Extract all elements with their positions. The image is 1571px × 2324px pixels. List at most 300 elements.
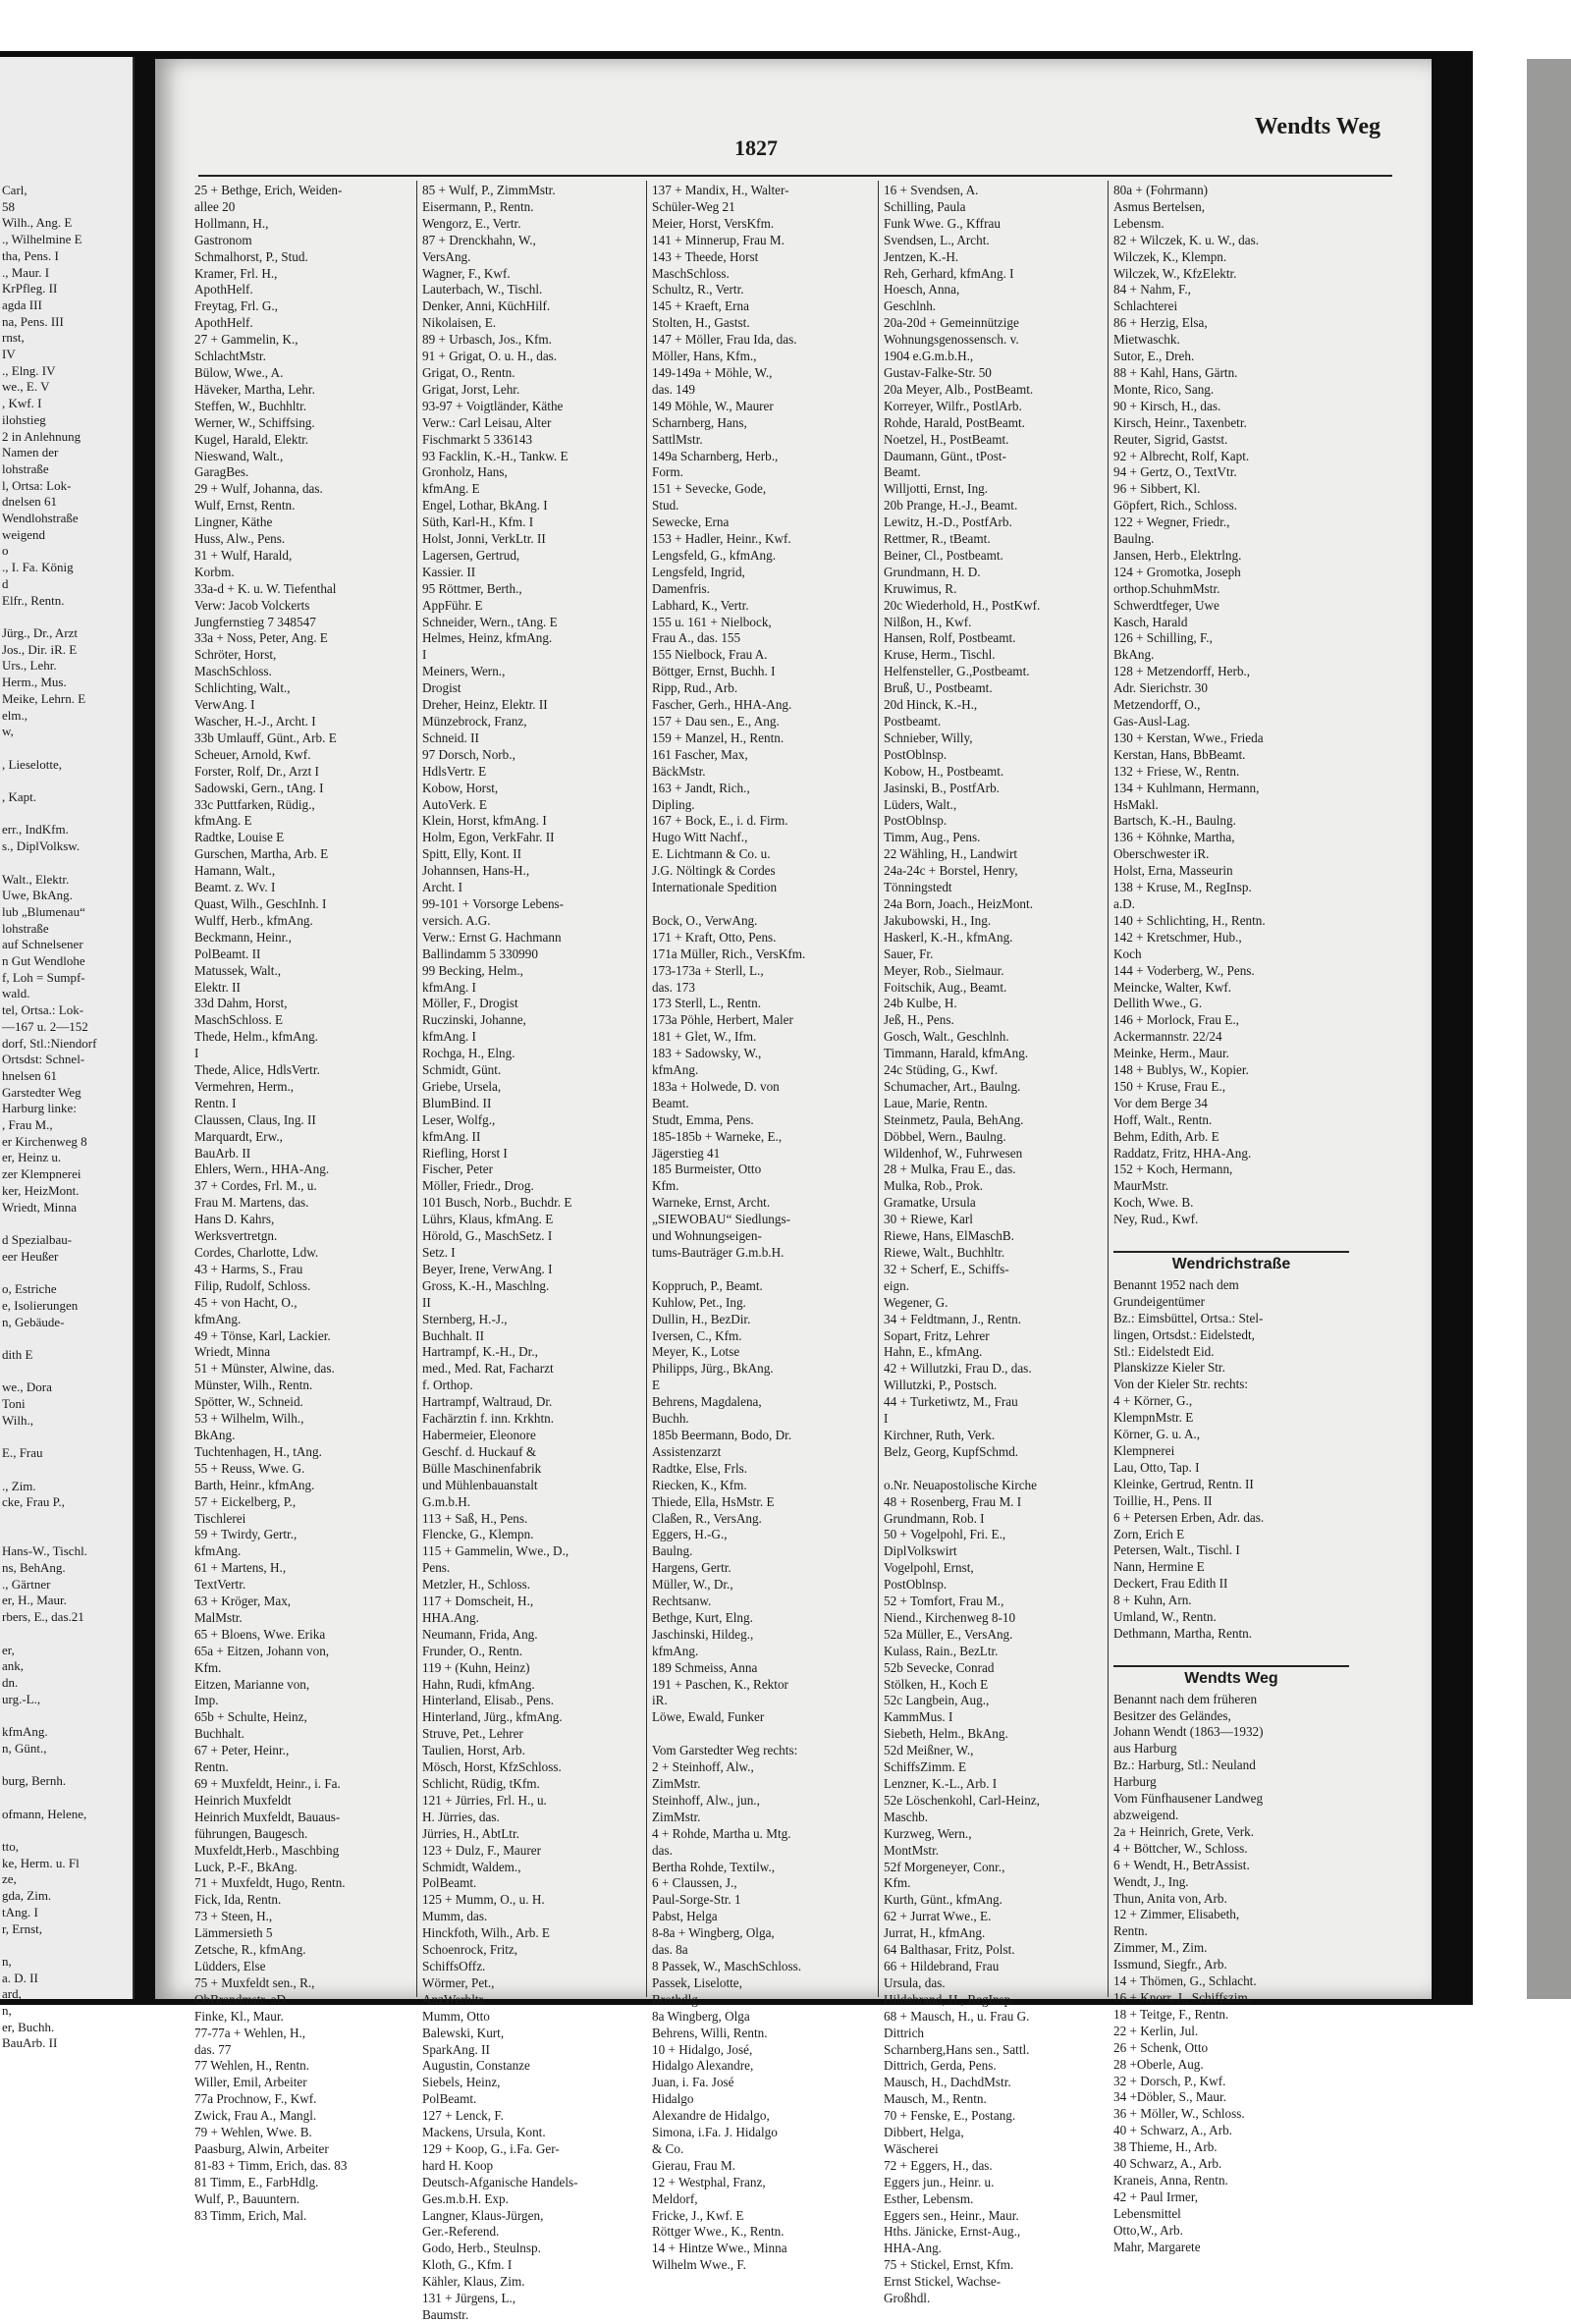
directory-entry-line: 24a-24c + Borstel, Henry, (884, 863, 1018, 879)
directory-entry-line: Koch, Wwe. B. (1113, 1195, 1194, 1211)
directory-entry-line: Grigat, Jorst, Lehr. (422, 381, 520, 397)
left-fragment-line: l, Ortsa: Lok- (2, 477, 72, 493)
directory-entry-line: 117 + Domscheit, H., (422, 1594, 534, 1609)
directory-entry-line: Metzler, H., Schloss. (422, 1577, 531, 1593)
directory-entry-line: PolBeamt. (422, 2091, 477, 2107)
directory-entry-line: Stolten, H., Gastst. (652, 315, 750, 331)
directory-entry-line: Otto,W., Arb. (1113, 2222, 1183, 2238)
directory-entry-line: Fick, Ida, Rentn. (194, 1892, 282, 1908)
directory-entry-line: PostOblnsp. (884, 813, 948, 829)
directory-entry-line: 123 + Dulz, F., Maurer (422, 1842, 542, 1858)
directory-entry-line: 137 + Mandix, H., Walter- (652, 183, 789, 197)
left-fragment-line: ker, HeizMont. (2, 1182, 80, 1198)
directory-entry-line: Fischer, Peter (422, 1162, 493, 1177)
directory-entry-line: Vor dem Berge 34 (1113, 1095, 1208, 1110)
directory-entry-line: 50 + Vogelpohl, Fri. E., (884, 1527, 1006, 1542)
directory-entry-line: Beiner, Cl., Postbeamt. (884, 547, 1003, 563)
directory-entry-line: HsMakl. (1113, 796, 1159, 812)
directory-entry-line: das. 149 (652, 381, 695, 397)
directory-entry-line: Mausch, H., DachdMstr. (884, 2075, 1011, 2090)
directory-entry-line: 122 + Wegner, Friedr., (1113, 514, 1230, 530)
left-fragment-line (2, 1626, 96, 1643)
directory-entry-line: Sadowski, Gern., tAng. I (194, 780, 324, 795)
directory-entry-line: Kloth, G., Kfm. I (422, 2257, 513, 2273)
left-fragment-line: dnelsen 61 (2, 494, 57, 510)
directory-entry-line: 51 + Münster, Alwine, das. (194, 1361, 335, 1377)
left-fragment-line: , Frau M., (2, 1117, 53, 1133)
directory-entry-line: Meldorf, (652, 2190, 698, 2206)
left-fragment-line: o (2, 543, 9, 559)
directory-entry-line: 99-101 + Vorsorge Lebens- (422, 895, 565, 911)
directory-entry-line: Möller, F., Drogist (422, 996, 518, 1011)
page-number: 1827 (734, 135, 778, 160)
directory-entry-line: 145 + Kraeft, Erna (652, 298, 749, 314)
directory-entry-line: Riecken, K., Kfm. (652, 1477, 747, 1492)
left-fragment-line: dn. (2, 1674, 19, 1690)
directory-entry-line: Paul-Sorge-Str. 1 (652, 1892, 741, 1908)
directory-entry-line: das. (652, 1842, 673, 1858)
directory-entry-line: Scheuer, Arnold, Kwf. (194, 746, 311, 762)
directory-entry-line: 147 + Möller, Frau Ida, das. (652, 332, 797, 348)
left-fragment-line: ke, Herm. u. Fl (2, 1855, 80, 1870)
directory-entry-line: Baulng. (1113, 531, 1155, 547)
left-fragment-line: d (2, 575, 9, 591)
directory-entry-line: Stl.: Eidelstedt Eid. (1113, 1343, 1215, 1359)
directory-entry-line: Kraneis, Anna, Rentn. (1113, 2172, 1228, 2188)
left-fragment-line: IV (2, 347, 16, 362)
directory-entry-line: Augustin, Constanze (422, 2058, 530, 2074)
street-heading: Wendrichstraße (1113, 1251, 1349, 1273)
directory-entry-line: Reuter, Sigrid, Gastst. (1113, 431, 1228, 447)
directory-entry-line: Willutzki, P., Postsch. (884, 1378, 998, 1393)
directory-entry-line: Rentn. I (194, 1095, 237, 1110)
directory-entry-line: 79 + Wehlen, Wwe. B. (194, 2125, 312, 2140)
directory-entry-line: Form. (652, 464, 683, 480)
directory-entry-line: 33d Dahm, Horst, (194, 996, 288, 1011)
left-fragment-line: er, H., Maur. (2, 1593, 67, 1608)
left-fragment-line: Wilh., (2, 1412, 33, 1428)
directory-entry-line: Dethmann, Martha, Rentn. (1113, 1625, 1252, 1641)
directory-entry-line: Verw.: Carl Leisau, Alter (422, 414, 552, 430)
left-fragment-line: lohstraße (2, 460, 49, 476)
directory-entry-line: 144 + Voderberg, W., Pens. (1113, 962, 1255, 978)
directory-entry-line: 81-83 + Timm, Erich, das. 83 (194, 2157, 348, 2173)
directory-entry-line: Imp. (194, 1693, 219, 1708)
directory-entry-line: Thede, Alice, HdlsVertr. (194, 1062, 320, 1078)
directory-entry-line: 4 + Rohde, Martha u. Mtg. (652, 1825, 791, 1841)
directory-entry-line: 173a Pöhle, Herbert, Maler (652, 1012, 793, 1028)
directory-entry-line: 8 Passek, W., MaschSchloss. (652, 1958, 802, 1973)
directory-entry-line: Behm, Edith, Arb. E (1113, 1128, 1219, 1144)
directory-entry-line (884, 1461, 1104, 1478)
directory-entry-line: Baumstr. (422, 2307, 469, 2322)
directory-entry-line: 119 + (Kuhn, Heinz) (422, 1659, 530, 1675)
directory-entry-line: Leser, Wolfg., (422, 1111, 496, 1127)
directory-entry-line: eign. (884, 1277, 910, 1293)
directory-entry-line: 20a Meyer, Alb., PostBeamt. (884, 381, 1034, 397)
directory-entry-line: 87 + Drenckhahn, W., (422, 232, 536, 247)
directory-entry-line: Schoenrock, Fritz, (422, 1942, 518, 1958)
directory-entry-line: Jurrat, H., kfmAng. (884, 1925, 986, 1941)
directory-entry-line: Wengorz, E., Vertr. (422, 215, 521, 231)
directory-entry-line: Hartrampf, K.-H., Dr., (422, 1344, 538, 1360)
directory-entry-line: 115 + Gammelin, Wwe., D., (422, 1543, 569, 1559)
directory-entry-line: Holst, Jonni, VerkLtr. II (422, 531, 546, 547)
directory-entry-line: Hahn, Rudi, kfmAng. (422, 1676, 535, 1692)
left-fragment-line: gda, Zim. (2, 1888, 52, 1904)
left-fragment-line: tAng. I (2, 1904, 38, 1919)
directory-entry-line: 26 + Schenk, Otto (1113, 2039, 1209, 2055)
directory-entry-line: Schmidt, Waldem., (422, 1859, 521, 1874)
directory-entry-line: Gierau, Frau M. (652, 2157, 735, 2173)
directory-entry-line: Flencke, G., Klempn. (422, 1527, 534, 1542)
directory-entry-line: Iversen, C., Kfm. (652, 1327, 742, 1343)
directory-entry-line: Setz. I (422, 1245, 456, 1260)
directory-entry-line: 52a Müller, E., VersAng. (884, 1626, 1013, 1642)
directory-entry-line: Bruß, U., Postbeamt. (884, 680, 993, 696)
directory-entry-line: Kobow, H., Postbeamt. (884, 763, 1004, 779)
directory-entry-line: Mietwaschk. (1113, 332, 1180, 348)
directory-entry-line: 52f Morgeneyer, Conr., (884, 1859, 1005, 1874)
directory-entry-line: Eggers, H.-G., (652, 1527, 728, 1542)
directory-entry-line: Schneider, Wern., tAng. E (422, 614, 558, 629)
directory-entry-line (1113, 1228, 1349, 1245)
directory-entry-line: lingen, Ortsdst.: Eidelstedt, (1113, 1326, 1255, 1342)
directory-entry-line: „SIEWOBAU“ Siedlungs- (652, 1212, 791, 1227)
directory-entry-line: 20a-20d + Gemeinnützige (884, 315, 1019, 331)
left-fragment-line: s., DiplVolksw. (2, 838, 81, 854)
directory-entry-line: 45 + von Hacht, O., (194, 1294, 298, 1310)
directory-entry-line: Wilczek, W., KfzElektr. (1113, 265, 1237, 281)
directory-entry-line: Steinhoff, Alw., jun., (652, 1792, 760, 1808)
directory-entry-line: Esther, Lebensm. (884, 2190, 974, 2206)
directory-entry-line: 72 + Eggers, H., das. (884, 2157, 993, 2173)
directory-entry-line: 84 + Nahm, F., (1113, 282, 1191, 297)
directory-entry-line (652, 896, 874, 913)
directory-entry-line: Schmalhorst, P., Stud. (194, 248, 308, 264)
left-fragment-line: ., Zim. (2, 1478, 36, 1493)
directory-entry-line: 101 Busch, Norb., Buchdr. E (422, 1195, 572, 1211)
left-fragment-line: rnst, (2, 330, 25, 346)
directory-entry-line: 14 + Thömen, G., Schlacht. (1113, 1973, 1257, 1989)
directory-entry-line: Kirsch, Heinr., Taxenbetr. (1113, 414, 1247, 430)
directory-entry-line: Döbbel, Wern., Baulng. (884, 1128, 1006, 1144)
directory-entry-line: 65a + Eitzen, Johann von, (194, 1643, 330, 1658)
directory-entry-line: Kleinke, Gertrud, Rentn. II (1113, 1476, 1254, 1491)
directory-entry-line: 10 + Hidalgo, José, (652, 2041, 753, 2057)
directory-entry-line: Körner, G. u. A., (1113, 1427, 1201, 1442)
directory-entry-line: Hoff, Walt., Rentn. (1113, 1111, 1213, 1127)
directory-entry-line: HHA.Ang. (422, 1609, 479, 1625)
directory-entry-line: 150 + Kruse, Frau E., (1113, 1078, 1226, 1094)
directory-entry-line: 42 + Willutzki, Frau D., das. (884, 1361, 1032, 1377)
directory-entry-line: MaschSchloss. E (194, 1012, 284, 1028)
directory-entry-line: 33b Umlauff, Günt., Arb. E (194, 730, 337, 745)
directory-entry-line: Dibbert, Helga, (884, 2125, 964, 2140)
directory-entry-line: Neumann, Frida, Ang. (422, 1626, 538, 1642)
directory-entry-line: BkAng. (194, 1427, 236, 1442)
directory-entry-line: Münster, Wilh., Rentn. (194, 1378, 313, 1393)
directory-column-1 (194, 183, 412, 2224)
directory-entry-line: Baulng. (652, 1543, 693, 1559)
left-fragment-line (2, 1265, 96, 1281)
left-fragment-line (2, 1822, 96, 1839)
directory-entry-line: 62 + Jurrat Wwe., E. (884, 1909, 992, 1924)
directory-entry-line: allee 20 (194, 198, 236, 214)
directory-entry-line: Löwe, Ewald, Funker (652, 1709, 765, 1725)
left-fragment-line: , Kapt. (2, 789, 37, 805)
directory-entry-line: Möller, Friedr., Drog. (422, 1178, 534, 1194)
directory-entry-line: Häveker, Martha, Lehr. (194, 381, 315, 397)
directory-entry-line: 2a + Heinrich, Grete, Verk. (1113, 1823, 1255, 1839)
directory-entry-line: Behrens, Magdalena, (652, 1394, 762, 1410)
directory-entry-line: 129 + Koop, G., i.Fa. Ger- (422, 2140, 560, 2156)
directory-entry-line: Korreyer, Wilfr., PostlArb. (884, 398, 1022, 413)
left-fragment-line: BauArb. II (2, 2035, 58, 2051)
directory-entry-line: Gastronom (194, 232, 252, 247)
directory-entry-line: Ges.m.b.H. Exp. (422, 2190, 509, 2206)
left-fragment-line (2, 773, 96, 789)
directory-entry-line: Holm, Egon, VerkFahr. II (422, 830, 555, 845)
directory-entry-line: Beamt. z. Wv. I (194, 880, 276, 895)
directory-entry-line: 4 + Böttcher, W., Schloss. (1113, 1840, 1248, 1856)
directory-entry-line: 85 + Wulf, P., ZimmMstr. (422, 183, 556, 197)
left-fragment-line: ofmann, Helene, (2, 1806, 87, 1821)
left-fragment-line: rbers, E., das.21 (2, 1609, 84, 1625)
left-fragment-line (2, 1511, 96, 1528)
directory-entry-line: 161 Fascher, Max, (652, 746, 748, 762)
directory-entry-line: 75 + Stickel, Ernst, Kfm. (884, 2257, 1014, 2273)
directory-entry-line: Hartrampf, Waltraud, Dr. (422, 1394, 553, 1410)
directory-entry-line: 159 + Manzel, H., Rentn. (652, 730, 785, 745)
directory-entry-line: Meier, Horst, VersKfm. (652, 215, 775, 231)
directory-entry-line: Timm, Aug., Pens. (884, 830, 981, 845)
directory-entry-line: 6 + Wendt, H., BetrAssist. (1113, 1857, 1250, 1872)
directory-entry-line: Vom Fünfhausener Landweg (1113, 1791, 1264, 1807)
directory-entry-line: SchiffsOffz. (422, 1958, 486, 1973)
directory-entry-line: Schüler-Weg 21 (652, 198, 735, 214)
directory-entry-line: 128 + Metzendorff, Herb., (1113, 664, 1251, 679)
directory-entry-line: Balewski, Kurt, (422, 2025, 505, 2040)
left-fragment-line: auf Schnelsener (2, 937, 83, 952)
directory-entry-line: Kfm. (884, 1875, 911, 1891)
directory-entry-line: Zorn, Erich E (1113, 1526, 1185, 1541)
left-fragment-line: hnelsen 61 (2, 1067, 57, 1083)
directory-entry-line: Klempnerei (1113, 1442, 1175, 1458)
directory-entry-line: Muxfeldt,Herb., Maschbing (194, 1842, 340, 1858)
directory-entry-line: 24c Stüding, G., Kwf. (884, 1062, 999, 1078)
left-fragment-line: Elfr., Rentn. (2, 592, 65, 608)
directory-entry-line: und Mühlenbauanstalt (422, 1477, 538, 1492)
directory-entry-line: Wäscherei (884, 2140, 939, 2156)
left-fragment-line: Jos., Dir. iR. E (2, 641, 78, 657)
directory-entry-line: Langner, Klaus-Jürgen, (422, 2207, 544, 2223)
directory-entry-line: 6 + Claussen, J., (652, 1875, 737, 1891)
directory-entry-line: Bethge, Kurt, Elng. (652, 1609, 753, 1625)
left-page-fragment (0, 57, 135, 2051)
left-fragment-line: ze, (2, 1871, 17, 1887)
left-fragment-line: lub „Blumenau“ (2, 903, 85, 919)
directory-entry-line: PostOblnsp. (884, 746, 948, 762)
directory-entry-line: Archt. I (422, 880, 463, 895)
directory-entry-line: versich. A.G. (422, 912, 491, 928)
directory-entry-line: Stölken, H., Koch E (884, 1676, 989, 1692)
directory-entry-line: Dipling. (652, 796, 695, 812)
directory-entry-line: Rohde, Harald, PostBeamt. (884, 414, 1025, 430)
left-fragment-line: tel, Ortsa.: Lok- (2, 1002, 84, 1018)
directory-entry-line: 2 + Steinhoff, Alw., (652, 1759, 754, 1775)
directory-entry-line: Rentn. (1113, 1923, 1148, 1939)
directory-entry-line: Helmes, Heinz, kfmAng. (422, 630, 553, 646)
directory-entry-line: 153 + Hadler, Heinr., Kwf. (652, 531, 791, 547)
directory-entry-line: 12 + Zimmer, Elisabeth, (1113, 1907, 1240, 1922)
directory-entry-line: BäckMstr. (652, 763, 706, 779)
directory-entry-line: Spitt, Elly, Kont. II (422, 846, 521, 862)
column-divider (646, 181, 647, 1997)
directory-entry-line: Bz.: Harburg, Stl.: Neuland (1113, 1757, 1256, 1773)
directory-column-5 (1113, 183, 1349, 2255)
left-fragment-line: Toni (2, 1396, 26, 1412)
directory-entry-line: 127 + Lenck, F. (422, 2108, 504, 2124)
directory-entry-line: Adr. Sierichstr. 30 (1113, 680, 1208, 696)
directory-entry-line: Geschlnh. (884, 298, 937, 314)
left-fragment-line (2, 1429, 96, 1445)
left-fragment-line: , Lieselotte, (2, 756, 63, 772)
directory-entry-line: 52e Löschenkohl, Carl-Heinz, (884, 1792, 1040, 1808)
directory-entry-line: 30 + Riewe, Karl (884, 1212, 973, 1227)
directory-entry-line: das. 77 (194, 2041, 232, 2057)
directory-entry-line: 77-77a + Wehlen, H., (194, 2025, 306, 2040)
directory-entry-line: Gustav-Falke-Str. 50 (884, 364, 992, 380)
directory-column-3 (652, 183, 874, 2274)
left-fragment-line: burg, Bernh. (2, 1773, 67, 1789)
left-fragment-line: er, Heinz u. (2, 1150, 62, 1165)
directory-entry-line: Frau M. Martens, das. (194, 1195, 309, 1211)
directory-entry-line: ZimMstr. (652, 1776, 701, 1791)
directory-entry-line: a.D. (1113, 895, 1135, 911)
directory-entry-line: Gosch, Walt., Geschlnh. (884, 1029, 1009, 1045)
directory-entry-line: 14 + Hintze Wwe., Minna (652, 2241, 787, 2256)
directory-entry-line: 33a + Noss, Peter, Ang. E (194, 630, 328, 646)
directory-column-4 (884, 183, 1104, 2307)
directory-entry-line: Mulka, Rob., Prok. (884, 1178, 984, 1194)
directory-entry-line: Steinmetz, Paula, BehAng. (884, 1111, 1024, 1127)
directory-entry-line (1113, 1643, 1349, 1659)
directory-entry-line: 146 + Morlock, Frau E., (1113, 1012, 1239, 1028)
left-fragment-line: urg.-L., (2, 1691, 41, 1706)
directory-entry-line: 34 +Döbler, S., Maur. (1113, 2089, 1226, 2105)
directory-entry-line: Bartsch, K.-H., Baulng. (1113, 813, 1236, 829)
directory-entry-line: 36 + Möller, W., Schloss. (1113, 2106, 1245, 2122)
directory-entry-line: 32 + Dorsch, P., Kwf. (1113, 2073, 1226, 2088)
directory-entry-line: Timmann, Harald, kfmAng. (884, 1046, 1029, 1061)
directory-entry-line: 173-173a + Sterll, L., (652, 962, 764, 978)
directory-entry-line: 134 + Kuhlmann, Hermann, (1113, 780, 1260, 795)
street-heading: Wendts Weg (1113, 1665, 1349, 1688)
directory-entry-line: 24b Kulbe, H. (884, 996, 957, 1011)
left-page-text (2, 183, 96, 2052)
directory-entry-line: Wendt, J., Ing. (1113, 1873, 1189, 1889)
directory-entry-line: führungen, Baugesch. (194, 1825, 308, 1841)
directory-entry-line: Beamt. (884, 464, 921, 480)
directory-entry-line: 167 + Bock, E., i. d. Firm. (652, 813, 788, 829)
directory-entry-line: Grundeigentümer (1113, 1293, 1206, 1309)
directory-entry-line: Filip, Rudolf, Schloss. (194, 1277, 311, 1293)
directory-entry-line: Spötter, W., Schneid. (194, 1394, 303, 1410)
directory-entry-line: Meyer, Rob., Sielmaur. (884, 962, 1004, 978)
directory-entry-line: 149a Scharnberg, Herb., (652, 448, 779, 463)
directory-entry-line: Korbm. (194, 564, 235, 579)
header-rule (198, 175, 1392, 177)
directory-entry-line: Mackens, Ursula, Kont. (422, 2125, 546, 2140)
directory-entry-line: Möller, Hans, Kfm., (652, 349, 757, 364)
directory-entry-line: Mausch, M., Rentn. (884, 2091, 987, 2107)
left-fragment-line (2, 1462, 96, 1479)
left-fragment-line: n, (2, 2003, 12, 2019)
directory-entry-line: 75 + Muxfeldt sen., R., (194, 1974, 315, 1990)
directory-entry-line: Von der Kieler Str. rechts: (1113, 1377, 1249, 1392)
directory-entry-line: Kuhlow, Pet., Ing. (652, 1294, 746, 1310)
directory-entry-line: Siebels, Heinz, (422, 2075, 501, 2090)
directory-entry-line: Hoesch, Anna, (884, 282, 960, 297)
directory-entry-line: Mösch, Horst, KfzSchloss. (422, 1759, 562, 1775)
directory-entry-line: Wilczek, K., Klempn. (1113, 248, 1227, 264)
directory-entry-line: ApothHelf. (194, 282, 253, 297)
directory-entry-line: Alexandre de Hidalgo, (652, 2108, 770, 2124)
left-fragment-line: dorf, Stl.:Niendorf (2, 1035, 97, 1051)
left-fragment-line: Ortsdst: Schnel- (2, 1052, 85, 1067)
directory-entry-line: 90 + Kirsch, H., das. (1113, 398, 1221, 413)
directory-entry-line: 80a + (Fohrmann) (1113, 183, 1209, 197)
directory-entry-line: Bülle Maschinenfabrik (422, 1460, 542, 1476)
directory-entry-line: Elektr. II (194, 979, 241, 995)
directory-entry-line: Jaschinski, Hildeg., (652, 1626, 754, 1642)
directory-entry-line: 151 + Sevecke, Gode, (652, 481, 767, 497)
directory-entry-line: Holst, Erna, Masseurin (1113, 863, 1233, 879)
directory-entry-line: Umland, W., Rentn. (1113, 1609, 1217, 1625)
directory-entry-line: Brothdlg. (652, 1991, 702, 2007)
directory-entry-line: BauArb. II (194, 1145, 251, 1161)
directory-entry-line: 93 Facklin, K.-H., Tankw. E (422, 448, 569, 463)
directory-entry-line: Wulff, Herb., kfmAng. (194, 912, 313, 928)
directory-entry-line: Ney, Rud., Kwf. (1113, 1212, 1199, 1227)
directory-entry-line: Haskerl, K.-H., kfmAng. (884, 929, 1013, 945)
directory-entry-line: Wegener, G. (884, 1294, 948, 1310)
directory-entry-line: Hamann, Walt., (194, 863, 276, 879)
directory-entry-line: Lingner, Käthe (194, 514, 273, 530)
directory-entry-line: Bock, O., VerwAng. (652, 912, 758, 928)
directory-entry-line: 34 + Feldtmann, J., Rentn. (884, 1311, 1022, 1326)
directory-entry-line: Radtke, Louise E (194, 830, 285, 845)
directory-entry-line: 16 + Svendsen, A. (884, 183, 979, 197)
directory-entry-line: 25 + Bethge, Erich, Weiden- (194, 183, 343, 197)
directory-entry-line: Maschb. (884, 1809, 929, 1824)
directory-entry-line: kfmAng. II (422, 1128, 481, 1144)
directory-entry-line: Thede, Helm., kfmAng. (194, 1029, 318, 1045)
directory-entry-line: Gronholz, Hans, (422, 464, 508, 480)
directory-entry-line: 173 Sterll, L., Rentn. (652, 996, 761, 1011)
directory-entry-line: 155 u. 161 + Nielbock, (652, 614, 772, 629)
directory-entry-line: 33a-d + K. u. W. Tiefenthal (194, 580, 337, 596)
directory-column-2 (422, 183, 642, 2324)
directory-entry-line: 99 Becking, Helm., (422, 962, 523, 978)
left-fragment-line (2, 806, 96, 823)
left-fragment-line: er, Buchh. (2, 2019, 55, 2034)
directory-entry-line: 28 + Mulka, Frau E., das. (884, 1162, 1016, 1177)
directory-entry-line: 113 + Saß, H., Pens. (422, 1510, 528, 1526)
directory-entry-line: Cordes, Charlotte, Ldw. (194, 1245, 319, 1260)
directory-entry-line: Wagner, F., Kwf. (422, 265, 511, 281)
